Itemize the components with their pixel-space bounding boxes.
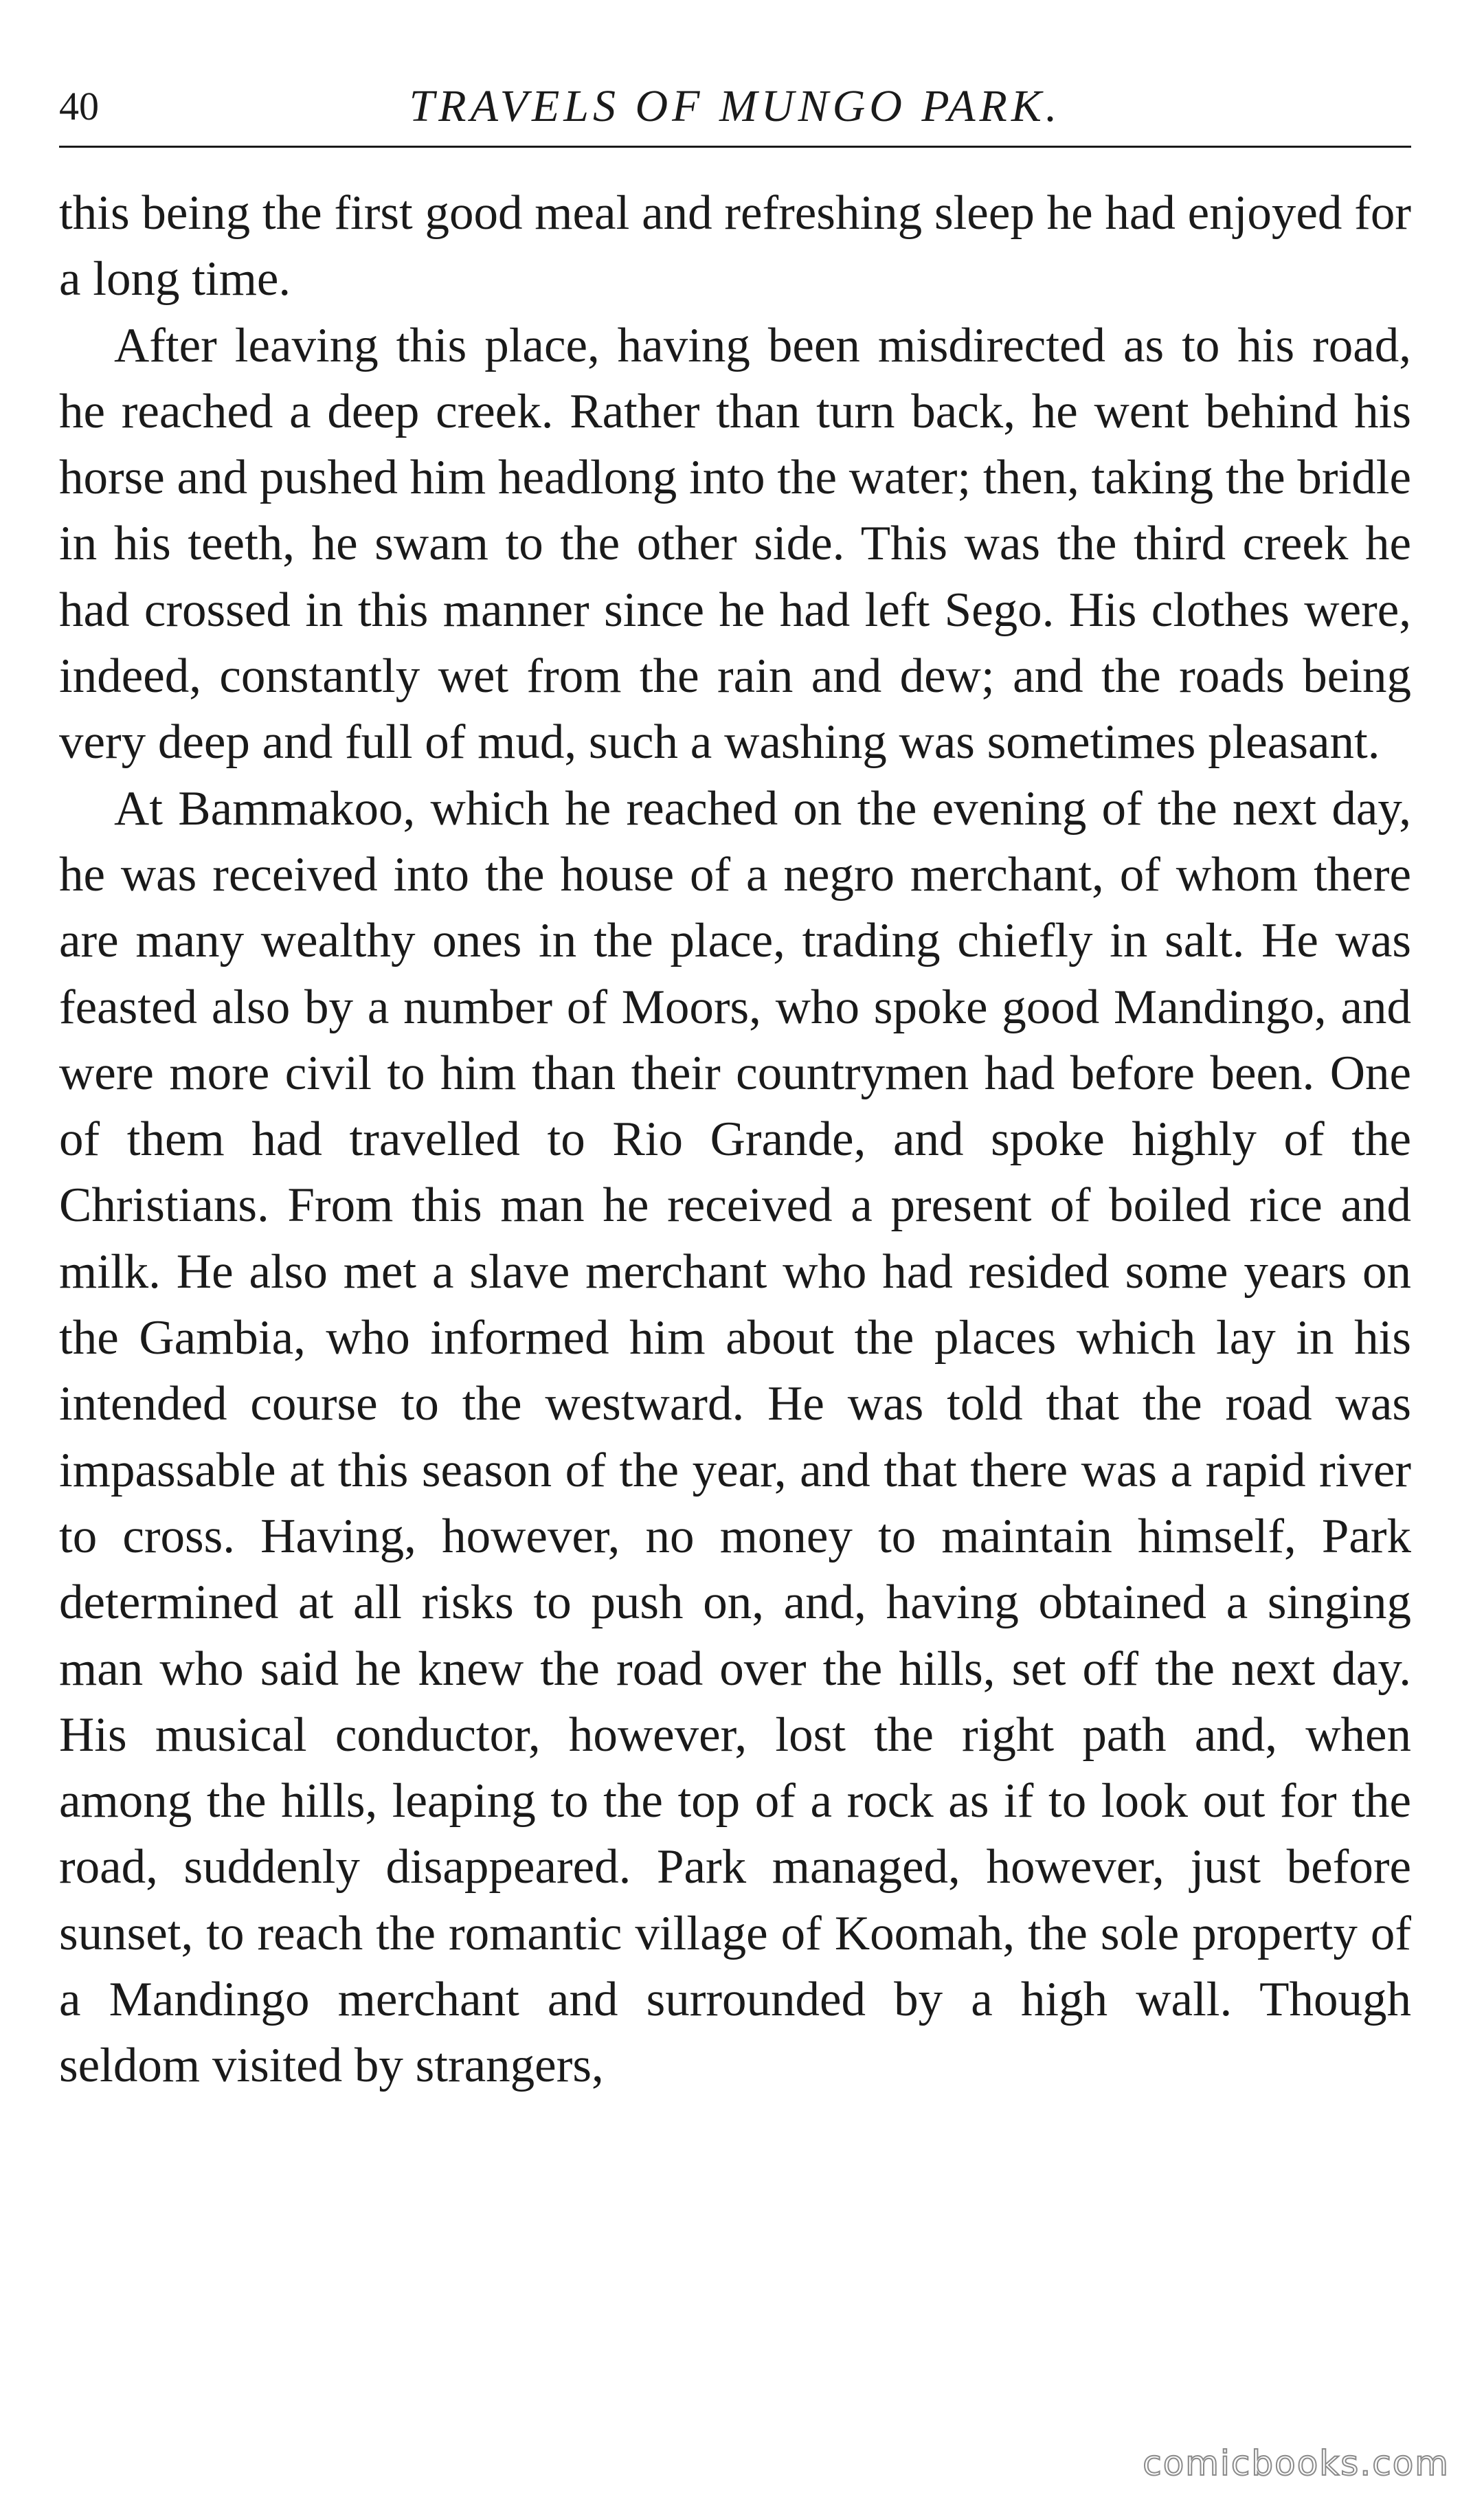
paragraph-creek: After leaving this place, having been misdirected as to his road, he reached a deep creek. Rather than turn back, he went behind his horse and pushed him headlong into the water; then, taking the bridle in his teeth, he swam to the other side. This was the third creek he had crossed in this manner since he had left Sego. His clothes were, indeed, constantly wet from the rain and dew; and the roads being very deep and full of mud, such a washing was sometimes pleasant.: [59, 318, 1411, 770]
watermark: comicbooks.com: [1143, 2443, 1450, 2483]
paragraph-continuation: this being the first good meal and refreshing sleep he had enjoyed for a long time.: [59, 186, 1411, 306]
page-number: 40: [59, 84, 99, 128]
paragraph-bammakoo: At Bammakoo, which he reached on the evening of the next day, he was received into the house of a negro merchant, of whom there are many wealthy ones in the place, trading chiefly in salt. He was feasted also by a number of Moors, who spoke good Mandingo, and were more civil to him than their countrymen had before been. One of them had travelled to Rio Grande, and spoke highly of the Christians. From this man he received a present of boiled rice and milk. He also met a slave merchant who had resided some years on the Gambia, who informed him about the places which lay in his intended course to the westward. He was told that the road was impassable at this season of the year, and that there was a rapid river to cross. Having, however, no money to maintain himself, Park determined at all risks to push on, and, having obtained a singing man who said he knew the road over the hills, set off the next day. His musical conductor, however, lost the right path and, when among the hills, leaping to the top of a rock as if to look out for the road, suddenly disappeared. Park managed, however, just before sunset, to reach the romantic village of Koomah, the sole property of a Mandingo merchant and surrounded by a high wall. Though seldom visited by strangers,: [59, 781, 1411, 2093]
body-text: [59, 180, 1411, 2099]
running-title: TRAVELS OF MUNGO PARK.: [409, 81, 1061, 131]
header-rule: [59, 146, 1411, 148]
page-header: [59, 69, 1411, 144]
